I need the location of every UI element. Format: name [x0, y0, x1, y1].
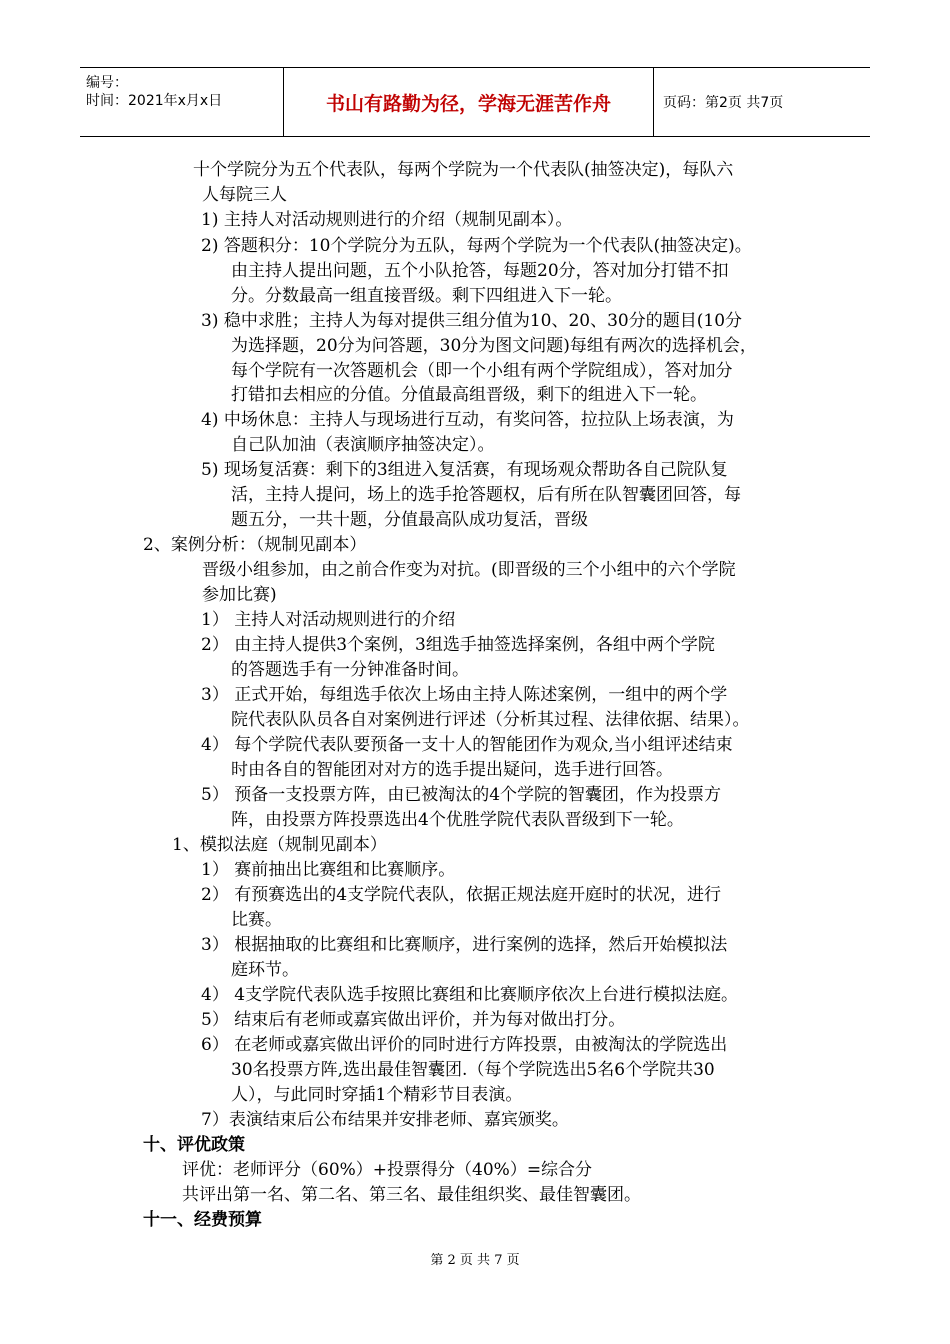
body-line: 参加比赛) — [202, 585, 277, 605]
section-heading: 2、案例分析：（规制见副本） — [143, 535, 367, 555]
body-line: 十个学院分为五个代表队，每两个学院为一个代表队(抽签决定)，每队六 — [193, 160, 734, 180]
body-line: 为选择题，20分为问答题，30分为图文问题)每组有两次的选择机会， — [231, 336, 757, 356]
list-item: 2) 答题积分：10个学院分为五队，每两个学院为一个代表队(抽签决定)。 — [201, 236, 752, 256]
body-line: 阵，由投票方阵投票选出4个优胜学院代表队晋级到下一轮。 — [231, 810, 684, 830]
body-line: 评优：老师评分（60%）+投票得分（40%）=综合分 — [182, 1160, 593, 1180]
list-item: 2） 由主持人提供3个案例，3组选手抽签选择案例，各组中两个学院 — [201, 635, 715, 655]
list-item: 1） 赛前抽出比赛组和比赛顺序。 — [201, 860, 456, 880]
header-table — [80, 67, 870, 137]
list-item: 7）表演结束后公布结果并安排老师、嘉宾颁奖。 — [201, 1110, 569, 1130]
body-line: 人），与此同时穿插1个精彩节目表演。 — [231, 1085, 523, 1105]
list-item: 2） 有预赛选出的4支学院代表队，依据正规法庭开庭时的状况，进行 — [201, 885, 722, 905]
list-item: 1) 主持人对活动规则进行的介绍（规制见副本）。 — [201, 210, 573, 230]
header-divider — [653, 68, 654, 136]
body-line: 自己队加油（表演顺序抽签决定）。 — [231, 435, 495, 455]
body-line: 时由各自的智能团对对方的选手提出疑问，选手进行回答。 — [231, 760, 673, 780]
list-item: 3） 正式开始，每组选手依次上场由主持人陈述案例，一组中的两个学 — [201, 685, 728, 705]
body-line: 人每院三人 — [202, 185, 287, 205]
body-line: 打错扣去相应的分值。分值最高组晋级，剩下的组进入下一轮。 — [231, 385, 707, 405]
body-line: 题五分，一共十题，分值最高队成功复活，晋级 — [231, 510, 588, 530]
header-motto: 书山有路勤为径，学海无涯苦作舟 — [325, 92, 611, 115]
list-item: 3） 根据抽取的比赛组和比赛顺序，进行案例的选择，然后开始模拟法 — [201, 935, 728, 955]
section-heading: 十一、经费预算 — [143, 1210, 262, 1230]
list-item: 6） 在老师或嘉宾做出评价的同时进行方阵投票，由被淘汰的学院选出 — [201, 1035, 728, 1055]
list-item: 5) 现场复活赛：剩下的3组进入复活赛，有现场观众帮助各自己院队复 — [201, 460, 728, 480]
list-item: 3) 稳中求胜；主持人为每对提供三组分值为10、20、30分的题目(10分 — [201, 311, 743, 331]
time-label: 时间：2021年x月x日 — [86, 93, 223, 109]
body-line: 院代表队队员各自对案例进行评述（分析其过程、法律依据、结果）。 — [231, 710, 750, 730]
header-left-cell — [86, 74, 222, 110]
list-item: 4） 4支学院代表队选手按照比赛组和比赛顺序依次上台进行模拟法庭。 — [201, 985, 739, 1005]
page-footer: 第 2 页 共 7 页 — [430, 1253, 520, 1268]
section-heading: 1、模拟法庭（规制见副本） — [172, 835, 387, 855]
list-item: 5） 结束后有老师或嘉宾做出评价，并为每对做出打分。 — [201, 1010, 626, 1030]
body-line: 由主持人提出问题，五个小队抢答，每题20分，答对加分打错不扣 — [231, 261, 729, 281]
list-item: 4) 中场休息：主持人与现场进行互动，有奖问答，拉拉队上场表演，为 — [201, 410, 734, 430]
body-line: 庭环节。 — [231, 960, 299, 980]
header-page-label: 页码：第2页 共7页 — [663, 95, 784, 111]
list-item: 5） 预备一支投票方阵，由已被淘汰的4个学院的智囊团，作为投票方 — [201, 785, 722, 805]
list-item: 1） 主持人对活动规则进行的介绍 — [201, 610, 456, 630]
body-line: 活，主持人提问，场上的选手抢答题权，后有所在队智囊团回答，每 — [231, 485, 741, 505]
body-line: 每个学院有一次答题机会（即一个小组有两个学院组成），答对加分 — [231, 361, 733, 381]
section-heading: 十、评优政策 — [143, 1135, 245, 1155]
number-label: 编号： — [86, 75, 128, 91]
body-line: 的答题选手有一分钟准备时间。 — [231, 660, 469, 680]
body-line: 30名投票方阵,选出最佳智囊团.（每个学院选出5名6个学院共30 — [231, 1060, 715, 1080]
body-line: 共评出第一名、第二名、第三名、最佳组织奖、最佳智囊团。 — [182, 1185, 641, 1205]
list-item: 4） 每个学院代表队要预备一支十人的智能团作为观众,当小组评述结束 — [201, 735, 733, 755]
body-line: 分。分数最高一组直接晋级。剩下四组进入下一轮。 — [231, 286, 622, 306]
body-line: 晋级小组参加，由之前合作变为对抗。(即晋级的三个小组中的六个学院 — [202, 560, 736, 580]
body-line: 比赛。 — [231, 910, 282, 930]
